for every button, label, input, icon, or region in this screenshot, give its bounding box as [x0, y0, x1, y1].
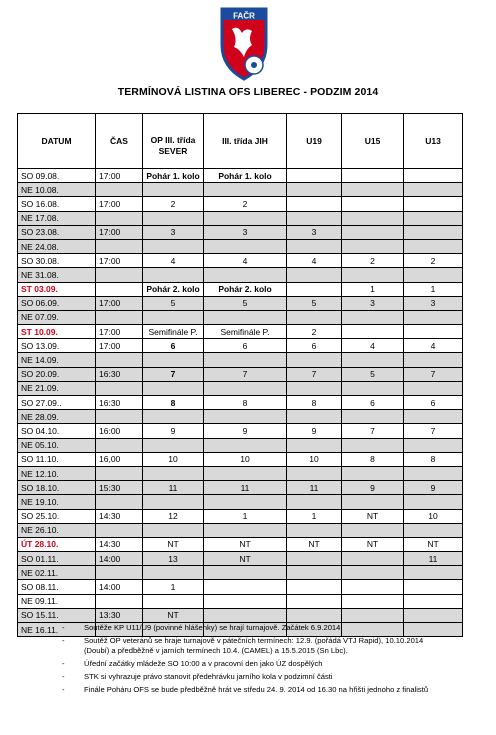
cas-cell: 16:00: [96, 424, 143, 438]
note-item: [62, 672, 442, 682]
op-sever-cell: 12: [143, 509, 204, 523]
cas-cell: [96, 438, 143, 452]
u13-cell: [404, 495, 463, 509]
op-sever-cell: [143, 594, 204, 608]
table-row: [18, 339, 463, 353]
jih-cell: 10: [204, 452, 287, 466]
datum-cell: SO 08.11.: [18, 580, 96, 594]
cas-cell: [96, 410, 143, 424]
jih-cell: Semifinále P.: [204, 325, 287, 339]
op-sever-cell: 1: [143, 580, 204, 594]
u15-cell: [342, 410, 404, 424]
cas-cell: 17:00: [96, 197, 143, 211]
u15-cell: 9: [342, 481, 404, 495]
u19-cell: [287, 566, 342, 580]
table-row: [18, 452, 463, 466]
u15-cell: [342, 211, 404, 225]
op-sever-cell: 8: [143, 396, 204, 410]
jih-cell: [204, 466, 287, 480]
table-row: [18, 410, 463, 424]
jih-cell: 6: [204, 339, 287, 353]
header-u15: U15: [342, 114, 404, 169]
table-row: [18, 523, 463, 537]
jih-cell: 2: [204, 197, 287, 211]
op-sever-cell: [143, 410, 204, 424]
note-item: [62, 636, 442, 656]
table-row: [18, 438, 463, 452]
u19-cell: [287, 169, 342, 183]
cas-cell: 13:30: [96, 608, 143, 622]
table-row: [18, 183, 463, 197]
datum-cell: NE 12.10.: [18, 466, 96, 480]
datum-cell: SO 25.10.: [18, 509, 96, 523]
cas-cell: 17:00: [96, 169, 143, 183]
cas-cell: [96, 566, 143, 580]
note-text: STK si vyhrazuje právo stanovit předehrávku jarního kola v podzimní části: [84, 672, 333, 681]
u15-cell: [342, 268, 404, 282]
notes-list: [62, 623, 442, 698]
table-row: [18, 552, 463, 566]
datum-cell: SO 30.08.: [18, 254, 96, 268]
cas-cell: [96, 495, 143, 509]
note-text: Soutěže KP U11/U9 (povinné hlášenky) se hrají turnajově. Začátek 6.9.2014: [84, 623, 341, 632]
op-sever-cell: [143, 183, 204, 197]
cas-cell: [96, 211, 143, 225]
u13-cell: [404, 211, 463, 225]
u15-cell: 1: [342, 282, 404, 296]
u19-cell: [287, 466, 342, 480]
table-row: [18, 239, 463, 253]
jih-cell: [204, 353, 287, 367]
datum-cell: SO 13.09.: [18, 339, 96, 353]
u13-cell: 3: [404, 296, 463, 310]
jih-cell: 1: [204, 509, 287, 523]
datum-cell: SO 23.08.: [18, 225, 96, 239]
table-row: [18, 367, 463, 381]
u19-cell: 8: [287, 396, 342, 410]
u15-cell: [342, 169, 404, 183]
table-row: [18, 353, 463, 367]
u15-cell: [342, 466, 404, 480]
datum-cell: SO 09.08.: [18, 169, 96, 183]
u19-cell: [287, 594, 342, 608]
cas-cell: 16:30: [96, 396, 143, 410]
u13-cell: [404, 183, 463, 197]
jih-cell: Pohár 1. kolo: [204, 169, 287, 183]
u15-cell: [342, 523, 404, 537]
u13-cell: 11: [404, 552, 463, 566]
u15-cell: [342, 594, 404, 608]
cas-cell: 17:00: [96, 296, 143, 310]
datum-cell: SO 06.09.: [18, 296, 96, 310]
datum-cell: ÚT 28.10.: [18, 537, 96, 551]
cas-cell: [96, 523, 143, 537]
datum-cell: NE 19.10.: [18, 495, 96, 509]
datum-cell: NE 07.09.: [18, 310, 96, 324]
u13-cell: [404, 197, 463, 211]
table-row: [18, 566, 463, 580]
note-item: [62, 659, 442, 669]
u15-cell: 3: [342, 296, 404, 310]
u15-cell: [342, 310, 404, 324]
datum-cell: SO 20.09.: [18, 367, 96, 381]
note-dash: -: [62, 672, 65, 681]
jih-cell: 3: [204, 225, 287, 239]
u19-cell: [287, 197, 342, 211]
u19-cell: [287, 268, 342, 282]
u15-cell: NT: [342, 537, 404, 551]
table-row: [18, 381, 463, 395]
u13-cell: 9: [404, 481, 463, 495]
note-text: Finále Poháru OFS se bude předběžně hrát ve středu 24. 9. 2014 od 16.30 na hřišti jednoho z finalistů: [84, 685, 429, 694]
u13-cell: [404, 566, 463, 580]
cas-cell: 17:00: [96, 254, 143, 268]
header-cas: ČAS: [96, 114, 143, 169]
datum-cell: NE 28.09.: [18, 410, 96, 424]
u19-cell: 6: [287, 339, 342, 353]
table-row: [18, 537, 463, 551]
u13-cell: [404, 466, 463, 480]
datum-cell: NE 09.11.: [18, 594, 96, 608]
datum-cell: SO 16.08.: [18, 197, 96, 211]
u13-cell: [404, 268, 463, 282]
op-sever-cell: [143, 466, 204, 480]
cas-cell: [96, 310, 143, 324]
op-sever-cell: [143, 310, 204, 324]
table-row: [18, 424, 463, 438]
u19-cell: 3: [287, 225, 342, 239]
u19-cell: NT: [287, 537, 342, 551]
op-sever-cell: 2: [143, 197, 204, 211]
op-sever-cell: 11: [143, 481, 204, 495]
jih-cell: NT: [204, 537, 287, 551]
u15-cell: [342, 225, 404, 239]
u13-cell: 2: [404, 254, 463, 268]
u15-cell: [342, 495, 404, 509]
jih-cell: 5: [204, 296, 287, 310]
cas-cell: [96, 239, 143, 253]
u19-cell: [287, 523, 342, 537]
cas-cell: 16:30: [96, 367, 143, 381]
op-sever-cell: NT: [143, 608, 204, 622]
note-item: [62, 685, 442, 695]
note-dash: -: [62, 685, 65, 694]
jih-cell: [204, 310, 287, 324]
op-sever-cell: 6: [143, 339, 204, 353]
cas-cell: [96, 381, 143, 395]
table-row: [18, 509, 463, 523]
u13-cell: 7: [404, 367, 463, 381]
datum-cell: NE 10.08.: [18, 183, 96, 197]
table-row: [18, 608, 463, 622]
cas-cell: 14:30: [96, 537, 143, 551]
u13-cell: [404, 239, 463, 253]
table-row: [18, 254, 463, 268]
table-row: [18, 396, 463, 410]
u15-cell: 2: [342, 254, 404, 268]
table-row: [18, 268, 463, 282]
cas-cell: [96, 594, 143, 608]
op-sever-cell: Pohár 1. kolo: [143, 169, 204, 183]
op-sever-cell: [143, 566, 204, 580]
u19-cell: [287, 282, 342, 296]
u19-cell: 7: [287, 367, 342, 381]
jih-cell: [204, 438, 287, 452]
header-u19: U19: [287, 114, 342, 169]
op-sever-cell: [143, 381, 204, 395]
u19-cell: 11: [287, 481, 342, 495]
u13-cell: [404, 225, 463, 239]
cas-cell: [96, 353, 143, 367]
datum-cell: SO 04.10.: [18, 424, 96, 438]
u15-cell: [342, 552, 404, 566]
u19-cell: 2: [287, 325, 342, 339]
jih-cell: [204, 410, 287, 424]
op-sever-cell: [143, 495, 204, 509]
u13-cell: [404, 438, 463, 452]
datum-cell: ST 03.09.: [18, 282, 96, 296]
op-sever-cell: [143, 239, 204, 253]
op-sever-cell: [143, 438, 204, 452]
page-title: TERMÍNOVÁ LISTINA OFS LIBEREC - PODZIM 2014: [117, 86, 379, 98]
note-text: Úřední začátky mládeže SO 10:00 a v pracovní den jako ÚZ dospělých: [84, 659, 323, 668]
u13-cell: NT: [404, 537, 463, 551]
u15-cell: NT: [342, 509, 404, 523]
u19-cell: [287, 381, 342, 395]
datum-cell: NE 14.09.: [18, 353, 96, 367]
note-dash: -: [62, 623, 65, 632]
u15-cell: [342, 183, 404, 197]
jih-cell: [204, 566, 287, 580]
cas-cell: 16,00: [96, 452, 143, 466]
datum-cell: NE 21.09.: [18, 381, 96, 395]
jih-cell: [204, 381, 287, 395]
jih-cell: [204, 183, 287, 197]
u13-cell: [404, 353, 463, 367]
jih-cell: 9: [204, 424, 287, 438]
header-datum: DATUM: [18, 114, 96, 169]
table-row: [18, 594, 463, 608]
u13-cell: [404, 381, 463, 395]
datum-cell: ST 10.09.: [18, 325, 96, 339]
u15-cell: 5: [342, 367, 404, 381]
cas-cell: [96, 268, 143, 282]
op-sever-cell: NT: [143, 537, 204, 551]
jih-cell: [204, 239, 287, 253]
jih-cell: [204, 608, 287, 622]
u15-cell: [342, 566, 404, 580]
jih-cell: [204, 268, 287, 282]
schedule-table: [17, 113, 463, 637]
cas-cell: [96, 183, 143, 197]
datum-cell: NE 17.08.: [18, 211, 96, 225]
u15-cell: [342, 197, 404, 211]
note-dash: -: [62, 659, 65, 668]
u15-cell: [342, 325, 404, 339]
op-sever-cell: 7: [143, 367, 204, 381]
jih-cell: NT: [204, 552, 287, 566]
datum-cell: NE 31.08.: [18, 268, 96, 282]
table-row: [18, 225, 463, 239]
u19-cell: [287, 495, 342, 509]
op-sever-cell: 5: [143, 296, 204, 310]
table-row: [18, 495, 463, 509]
u15-cell: [342, 239, 404, 253]
header-u13: U13: [404, 114, 463, 169]
jih-cell: [204, 211, 287, 225]
u19-cell: [287, 552, 342, 566]
u19-cell: [287, 438, 342, 452]
cas-cell: 17:00: [96, 225, 143, 239]
cas-cell: 17:00: [96, 325, 143, 339]
note-item: [62, 623, 442, 633]
u13-cell: [404, 410, 463, 424]
u19-cell: [287, 183, 342, 197]
u13-cell: [404, 310, 463, 324]
header-jih: III. třída JIH: [204, 114, 287, 169]
cas-cell: [96, 466, 143, 480]
jih-cell: [204, 523, 287, 537]
jih-cell: [204, 495, 287, 509]
u15-cell: 4: [342, 339, 404, 353]
u13-cell: [404, 608, 463, 622]
logo-text: FAČR: [233, 11, 255, 21]
jih-cell: 7: [204, 367, 287, 381]
header-op-sever: OP III. třída SEVER: [143, 114, 204, 169]
op-sever-cell: 3: [143, 225, 204, 239]
jih-cell: Pohár 2. kolo: [204, 282, 287, 296]
op-sever-cell: 10: [143, 452, 204, 466]
u13-cell: 6: [404, 396, 463, 410]
table-row: [18, 197, 463, 211]
table-row: [18, 211, 463, 225]
note-dash: -: [62, 636, 65, 645]
op-sever-cell: 4: [143, 254, 204, 268]
note-text: Soutěž OP veteránů se hraje turnajově v pátečních termínech: 12.9. (pořádá VTJ Rapid), 10.10.2014 (Doubí) a předběžně v jarních termínech 10.4. (CAMEL) a 15.5.2015 (Sn Lbc).: [84, 636, 424, 655]
u19-cell: [287, 608, 342, 622]
op-sever-cell: 13: [143, 552, 204, 566]
u19-cell: [287, 211, 342, 225]
datum-cell: NE 24.08.: [18, 239, 96, 253]
datum-cell: SO 01.11.: [18, 552, 96, 566]
u15-cell: [342, 438, 404, 452]
u15-cell: [342, 353, 404, 367]
facr-logo: [218, 5, 270, 83]
cas-cell: 14:00: [96, 580, 143, 594]
op-sever-cell: Semifinále P.: [143, 325, 204, 339]
op-sever-cell: [143, 353, 204, 367]
table-row: [18, 580, 463, 594]
u13-cell: [404, 594, 463, 608]
table-row: [18, 310, 463, 324]
u13-cell: 1: [404, 282, 463, 296]
jih-cell: 4: [204, 254, 287, 268]
u15-cell: [342, 580, 404, 594]
table-row: [18, 169, 463, 183]
u19-cell: 9: [287, 424, 342, 438]
table-row: [18, 325, 463, 339]
jih-cell: 11: [204, 481, 287, 495]
table-row: [18, 481, 463, 495]
u13-cell: [404, 580, 463, 594]
u15-cell: 8: [342, 452, 404, 466]
jih-cell: [204, 594, 287, 608]
u15-cell: 6: [342, 396, 404, 410]
op-sever-cell: [143, 523, 204, 537]
jih-cell: [204, 580, 287, 594]
table-row: [18, 282, 463, 296]
table-row: [18, 466, 463, 480]
cas-cell: 14:30: [96, 509, 143, 523]
u13-cell: [404, 325, 463, 339]
u19-cell: 4: [287, 254, 342, 268]
datum-cell: SO 15.11.: [18, 608, 96, 622]
datum-cell: NE 26.10.: [18, 523, 96, 537]
datum-cell: NE 16.11.: [18, 623, 96, 637]
u19-cell: [287, 580, 342, 594]
u19-cell: [287, 410, 342, 424]
u19-cell: [287, 353, 342, 367]
cas-cell: 17:00: [96, 339, 143, 353]
cas-cell: 14:00: [96, 552, 143, 566]
u19-cell: 5: [287, 296, 342, 310]
u13-cell: 10: [404, 509, 463, 523]
cas-cell: [96, 282, 143, 296]
op-sever-cell: 9: [143, 424, 204, 438]
u19-cell: [287, 239, 342, 253]
u13-cell: 8: [404, 452, 463, 466]
datum-cell: SO 27.09..: [18, 396, 96, 410]
u13-cell: 4: [404, 339, 463, 353]
datum-cell: SO 18.10.: [18, 481, 96, 495]
op-sever-cell: Pohár 2. kolo: [143, 282, 204, 296]
datum-cell: SO 11.10.: [18, 452, 96, 466]
u19-cell: 10: [287, 452, 342, 466]
u13-cell: [404, 523, 463, 537]
datum-cell: NE 05.10.: [18, 438, 96, 452]
op-sever-cell: [143, 211, 204, 225]
u15-cell: 7: [342, 424, 404, 438]
cas-cell: 15:30: [96, 481, 143, 495]
table-header-row: [18, 114, 463, 169]
u15-cell: [342, 381, 404, 395]
op-sever-cell: [143, 268, 204, 282]
u19-cell: 1: [287, 509, 342, 523]
datum-cell: NE 02.11.: [18, 566, 96, 580]
table-row: [18, 296, 463, 310]
u15-cell: [342, 608, 404, 622]
u13-cell: [404, 169, 463, 183]
jih-cell: 8: [204, 396, 287, 410]
u19-cell: [287, 310, 342, 324]
u13-cell: 7: [404, 424, 463, 438]
